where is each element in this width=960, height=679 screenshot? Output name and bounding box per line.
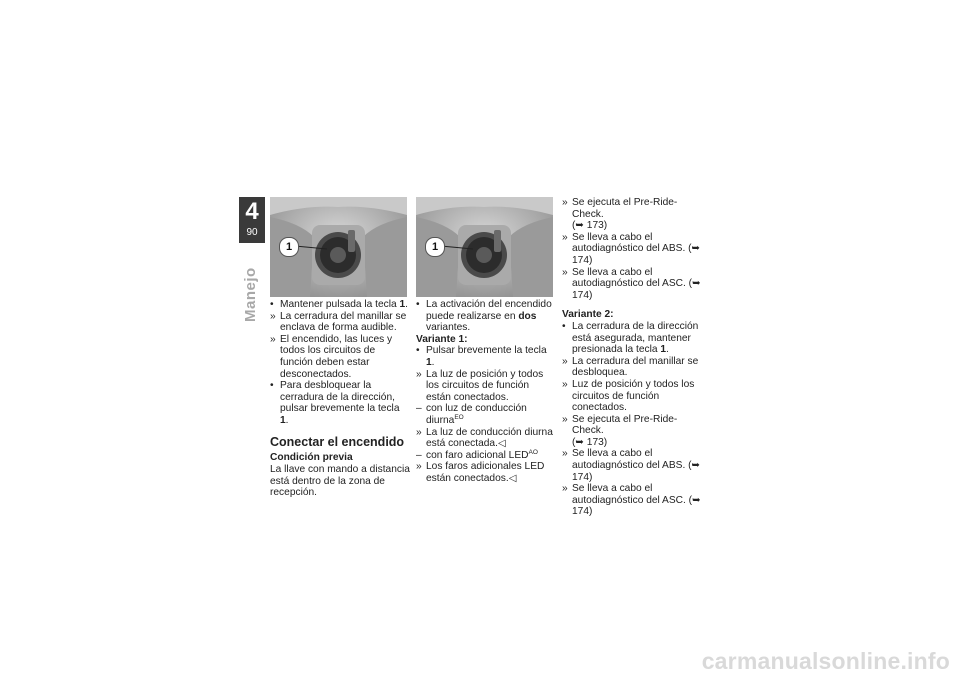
watermark: carmanualsonline.info [701,648,950,674]
result-item: » La luz de posición y todos los circuitos de función están conectados. [416,368,544,403]
variant-heading: Variante 1: [416,333,468,345]
result-item: » La luz de conducción diurna está conectada.◁ [416,426,553,450]
subheading: Condición previa [270,451,353,463]
result-marker: » [270,310,276,322]
chapter-tab [239,197,265,243]
bullet-item: • La cerradura de la dirección está asegurada, mantener presionada la tecla 1. [562,320,699,356]
bullet-item: • Pulsar brevemente la tecla 1. [416,345,547,368]
arrow-icon: ➥ [692,278,701,290]
result-marker: » [562,197,568,208]
result-item: » El encendido, las luces y todos los circuitos de función deben estar desconectados. [270,333,393,380]
page-number: 90 [246,227,258,238]
result-item: » Los faros adicionales LED están conectados.◁ [416,461,545,484]
result-item: » La cerradura del manillar se enclava de forma audible. [270,310,407,334]
paragraph: La llave con mando a distancia está dentro de la zona de recepción. [270,464,410,499]
result-marker: » [416,426,422,438]
ignition-photo-1 [270,197,407,297]
bullet-marker: • [416,299,420,310]
result-item: » La cerradura del manillar se desbloquea. [562,355,699,379]
bullet-marker: • [416,345,420,357]
bullet-marker: • [270,299,274,310]
bullet-item: • Mantener pulsada la tecla 1. [270,299,409,310]
variant-heading: Variante 2: [562,309,614,321]
condition-item: – con luz de conducción diurna$^{EO}$ [416,403,527,426]
result-item: » Se ejecuta el Pre-Ride-Check. (➥ 173) [562,197,678,232]
bullet-item: • Para desbloquear la cerradura de la dirección, pulsar brevemente la tecla 1. [270,380,400,426]
result-item: » Se lleva a cabo el autodiagnóstico del ASC. (➥ 174) [562,266,701,301]
column-3 [562,197,704,518]
page-ref[interactable]: 174 [572,506,589,518]
result-marker: » [562,448,568,460]
chapter-number: 4 [245,198,259,225]
bullet-item: • La activación del encendido puede realizarse en dos variantes. [416,299,552,334]
callout-1: 1 [279,237,299,257]
result-item: » Se lleva a cabo el autodiagnóstico del ABS. (➥ 174) [562,231,701,266]
bullet-marker: • [562,320,566,332]
condition-item: – con faro adicional $LED^{AO}$ [416,448,538,461]
result-marker: » [562,266,568,278]
page-ref[interactable]: 174 [572,471,589,483]
column-1 [270,299,410,499]
arrow-icon: ➥ [692,494,701,506]
dash-marker: – [416,449,422,461]
section-heading: Conectar el encendido [270,434,405,449]
arrow-icon: ➥ [691,460,701,472]
result-item: » Se ejecuta el Pre-Ride-Check. (➥ 173) [562,413,678,448]
bullet-marker: • [270,380,274,392]
result-item: » Luz de posición y todos los circuitos de función conectados. [562,378,695,414]
result-marker: » [562,483,568,495]
page-ref[interactable]: 173 [586,220,604,232]
result-marker: » [562,231,568,243]
result-item: » Se lleva a cabo el autodiagnóstico del ASC. (➥ 174) [562,483,701,518]
result-marker: » [562,413,568,425]
result-item: » Se lleva a cabo el autodiagnóstico del ABS. (➥ 174) [562,448,701,483]
page-ref[interactable]: 174 [572,254,589,266]
arrow-icon: ➥ [575,220,584,232]
result-marker: » [416,368,422,380]
result-marker: » [562,355,568,367]
end-marker: ◁ [508,472,517,484]
callout-1: 1 [425,237,445,257]
column-2 [416,299,556,485]
section-title: Manejo [242,267,259,322]
arrow-icon: ➥ [575,436,584,448]
ignition-photo-2 [416,197,553,297]
page-ref[interactable]: 174 [572,289,589,301]
result-marker: » [270,333,276,345]
dash-marker: – [416,403,422,415]
arrow-icon: ➥ [691,243,701,255]
page-ref[interactable]: 173 [586,436,604,448]
result-marker: » [562,378,568,390]
result-marker: » [416,461,422,473]
end-marker: ◁ [497,438,506,450]
